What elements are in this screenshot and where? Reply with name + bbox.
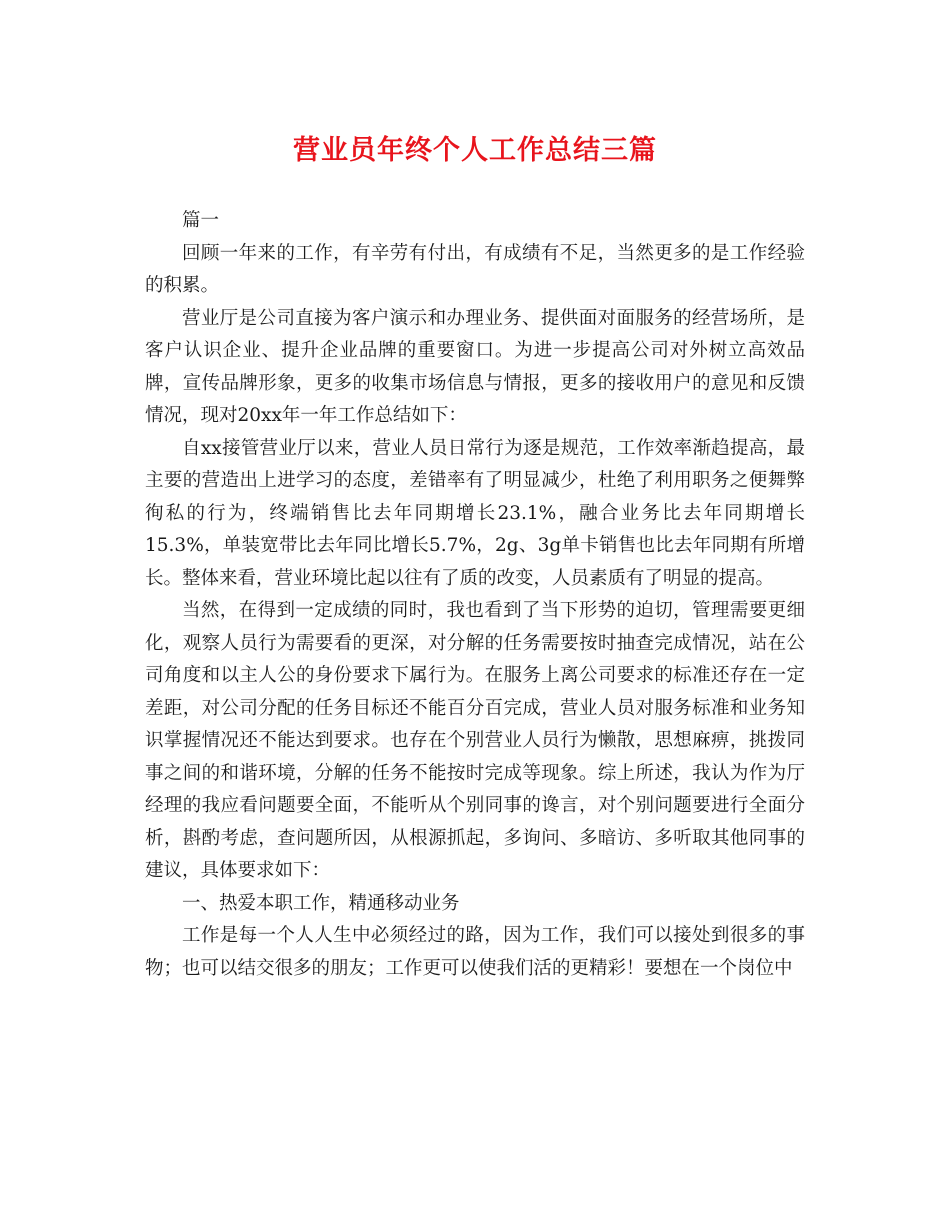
document-title: 营业员年终个人工作总结三篇	[293, 135, 657, 166]
paragraph: 当然，在得到一定成绩的同时，我也看到了当下形势的迫切，管理需要更细化，观察人员行为需要看的更深，对分解的任务需要按时抽查完成情况，站在公司角度和以主人公的身份要求下属行为。在服务上离公司要求的标准还存在一定差距，对公司分配的任务目标还不能百分百完成，营业人员对服务标准和业务知识掌握情况还不能达到要求。也存在个别营业人员行为懒散，思想麻痹，挑拨同事之间的和谐环境，分解的任务不能按时完成等现象。综上所述，我认为作为厅经理的我应看问题要全面，不能听从个别同事的谗言，对个别问题要进行全面分析，斟酌考虑，查问题所因，从根源抓起，多询问、多暗访、多听取其他同事的建议，具体要求如下：	[145, 600, 805, 881]
section-heading: 篇一	[182, 210, 220, 231]
subsection-heading: 一、热爱本职工作，精通移动业务	[182, 892, 460, 914]
paragraph: 自xx接管营业厅以来，营业人员日常行为逐是规范，工作效率渐趋提高，最主要的营造出上进学习的态度，差错率有了明显减少，杜绝了利用职务之便舞弊徇私的行为，终端销售比去年同期增长23.1%，融合业务比去年同期增长15.3%，单装宽带比去年同比增长5.7%，2g、3g单卡销售也比去年同期有所增长。整体来看，营业环境比起以往有了质的改变，人员素质有了明显的提高。	[145, 437, 805, 589]
paragraph: 回顾一年来的工作，有辛劳有付出，有成绩有不足，当然更多的是工作经验的积累。	[145, 242, 805, 296]
document-body	[145, 205, 805, 985]
paragraph: 营业厅是公司直接为客户演示和办理业务、提供面对面服务的经营场所，是客户认识企业、提升企业品牌的重要窗口。为进一步提高公司对外树立高效品牌，宣传品牌形象，更多的收集市场信息与情报，更多的接收用户的意见和反馈情况，现对20xx年一年工作总结如下：	[145, 307, 805, 426]
paragraph: 工作是每一个人人生中必须经过的路，因为工作，我们可以接处到很多的事物；也可以结交很多的朋友；工作更可以使我们活的更精彩！要想在一个岗位中	[145, 925, 805, 979]
